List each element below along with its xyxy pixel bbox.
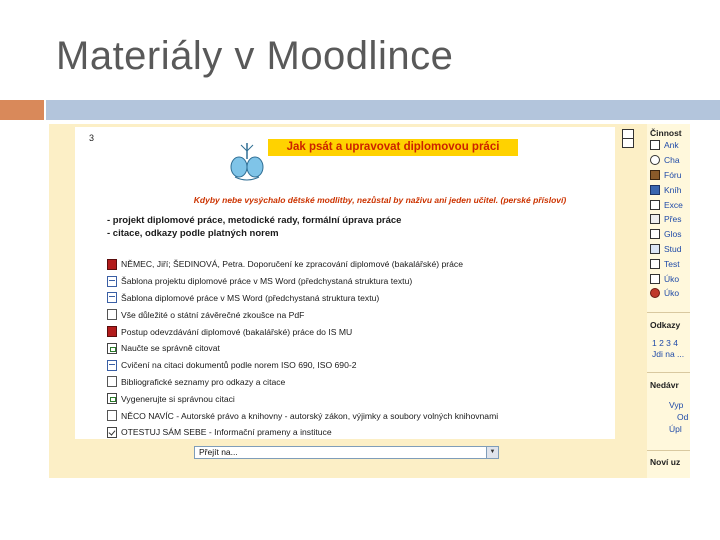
activity-item[interactable] (650, 227, 683, 242)
resource-item[interactable] (107, 407, 498, 424)
activity-item[interactable] (650, 153, 683, 168)
activity-label: Test (664, 258, 680, 269)
news-block-title: Noví uz (650, 457, 681, 467)
resource-item[interactable] (107, 306, 498, 323)
activity-item[interactable] (650, 168, 683, 183)
activity-label: Úko (664, 288, 680, 299)
activity-label: Exce (664, 199, 683, 210)
activities-block-title: Činnost (650, 128, 682, 138)
section-number: 3 (89, 133, 95, 143)
block-divider (647, 312, 690, 313)
resource-label: Vygenerujte si správnou citaci (121, 393, 235, 404)
link-icon (107, 393, 117, 404)
resource-label: NĚCO NAVÍC - Autorské právo a knihovny - autorský zákon, výjimky a soubory volných knihovnami (121, 410, 499, 421)
activity-item[interactable] (650, 271, 683, 286)
resource-label: Šablona diplomové práce v MS Word (předchystaná struktura textu) (121, 292, 380, 303)
activity-item[interactable] (650, 256, 683, 271)
course-section (75, 127, 615, 439)
activity-label: Úko (664, 273, 680, 284)
accent-bar-blue (46, 100, 720, 120)
glossary-icon (650, 229, 660, 239)
resource-item[interactable] (107, 374, 498, 391)
page-icon (107, 410, 117, 421)
resource-item[interactable] (107, 256, 498, 273)
section-links[interactable]: 1 2 3 4 (652, 338, 678, 348)
activity-label: Přes (664, 214, 682, 225)
pdf-icon (107, 259, 117, 270)
jump-select-value: Přejít na... (199, 447, 238, 457)
recent-block-title: Nedávr (650, 380, 679, 390)
resource-item[interactable] (107, 340, 498, 357)
activity-item[interactable] (650, 286, 683, 301)
doc-icon (107, 360, 117, 371)
resource-list (107, 256, 498, 441)
quote-text: Kdyby nebe vysýchalo dětské modlitby, nezůstal by naživu ani jeden učitel. (perské přísloví) (193, 195, 567, 205)
expand-toggle-icon[interactable] (622, 138, 634, 148)
activity-label: Kníh (664, 184, 682, 195)
resource-item[interactable] (107, 323, 498, 340)
resource-label: Bibliografické seznamy pro odkazy a citace (121, 376, 286, 387)
forum-icon (650, 170, 660, 180)
resource-label: Šablona projektu diplomové práce v MS Word (předchystaná struktura textu) (121, 276, 413, 287)
chat-icon (650, 155, 660, 165)
doc-icon (107, 292, 117, 303)
resource-label: Cvičení na citaci dokumentů podle norem ISO 690, ISO 690-2 (121, 360, 357, 371)
activity-item[interactable] (650, 212, 683, 227)
resource-item[interactable] (107, 424, 498, 441)
resource-item[interactable] (107, 273, 498, 290)
jump-to-select[interactable] (194, 446, 499, 459)
course-banner: Jak psát a upravovat diplomovou práci (268, 139, 518, 156)
mascot-icon (229, 139, 265, 183)
doc-icon (107, 276, 117, 287)
recent-item[interactable]: Od (677, 412, 689, 422)
divider-column (616, 127, 641, 478)
assignment-icon (650, 274, 660, 284)
links-block-title: Odkazy (650, 320, 681, 330)
quiz-icon (650, 200, 660, 210)
recent-item[interactable]: Vyp (669, 400, 684, 410)
topic-headings (107, 214, 401, 240)
jump-to-link[interactable]: Jdi na ... (652, 349, 685, 359)
pdf-icon (107, 326, 117, 337)
link-icon (107, 343, 117, 354)
book-icon (650, 185, 660, 195)
moodle-screenshot (49, 124, 690, 478)
resource-item[interactable] (107, 357, 498, 374)
resource-label: Vše důležité o státní závěrečné zkoušce na PdF (121, 309, 305, 320)
survey-icon (650, 140, 660, 150)
activity-label: Cha (664, 155, 680, 166)
topic-heading: - projekt diplomové práce, metodické rady, formální úprava práce (107, 215, 402, 226)
activity-item[interactable] (650, 242, 683, 257)
resource-label: Naučte se správně citovat (121, 343, 220, 354)
workshop-icon (650, 288, 660, 298)
page-icon (107, 309, 117, 320)
test-icon (650, 259, 660, 269)
accent-bar-orange (0, 100, 44, 120)
resource-item[interactable] (107, 290, 498, 307)
check-icon (107, 427, 117, 438)
activity-item[interactable] (650, 197, 683, 212)
activity-label: Fóru (664, 169, 682, 180)
activity-label: Glos (664, 229, 682, 240)
recent-item[interactable]: Úpl (669, 424, 682, 434)
right-sidebar (647, 124, 690, 478)
activity-label: Ank (664, 140, 679, 151)
slide-title: Materiály v Moodlince (56, 34, 454, 78)
resource-label: OTESTUJ SÁM SEBE - Informační prameny a instituce (121, 427, 332, 438)
activity-label: Stud (664, 243, 682, 254)
activity-item[interactable] (650, 182, 683, 197)
resource-label: Postup odevzdávání diplomové (bakalářské) práce do IS MU (121, 326, 353, 337)
lesson-icon (650, 214, 660, 224)
activities-list (650, 138, 683, 301)
page-icon (107, 376, 117, 387)
activity-item[interactable] (650, 138, 683, 153)
block-divider (647, 372, 690, 373)
resource-icon (650, 244, 660, 254)
resource-label: NĚMEC, Jiří; ŠEDINOVÁ, Petra. Doporučení ke zpracování diplomové (bakalářské) práce (121, 259, 463, 270)
chevron-down-icon[interactable]: ▼ (486, 447, 498, 458)
resource-item[interactable] (107, 390, 498, 407)
block-divider (647, 450, 690, 451)
topic-heading: - citace, odkazy podle platných norem (107, 228, 279, 239)
